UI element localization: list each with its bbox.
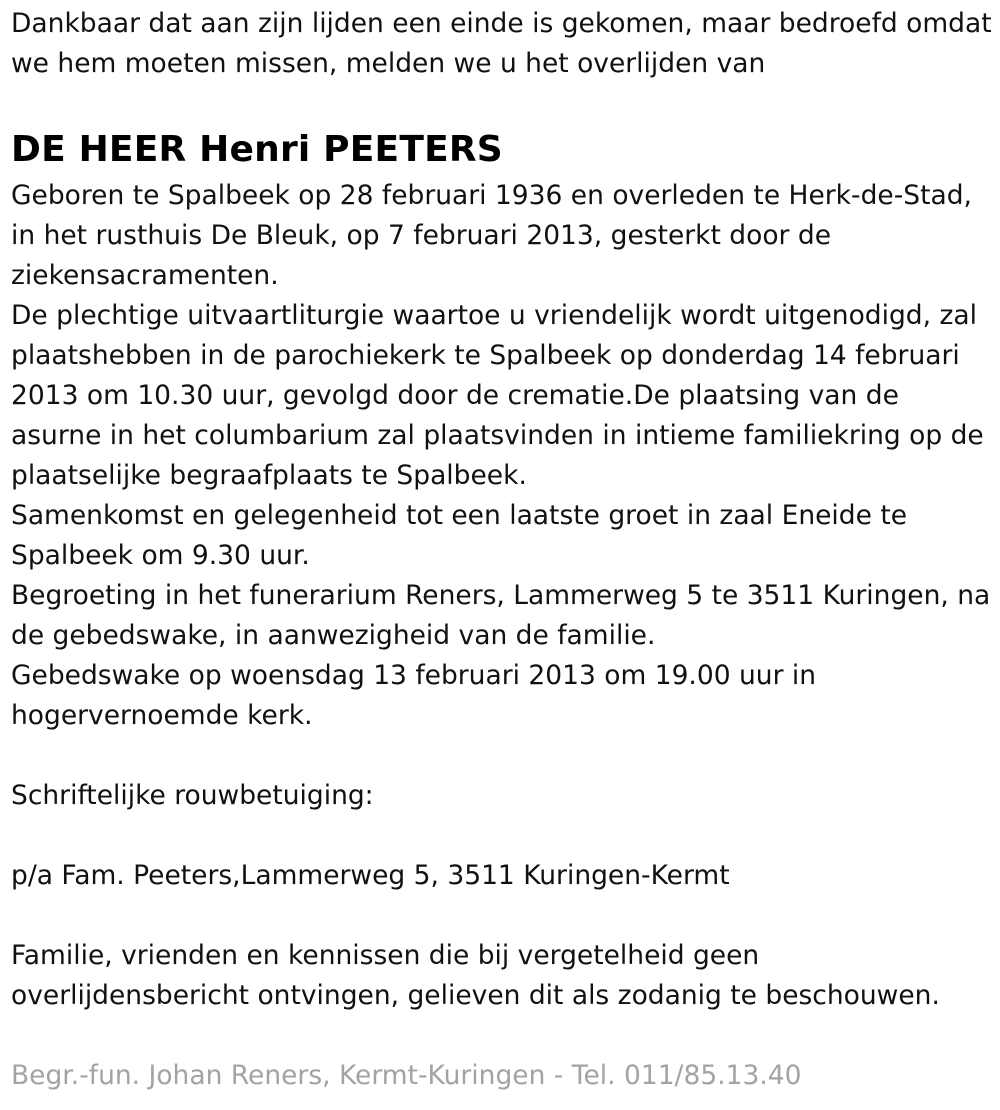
spacer xyxy=(11,816,995,856)
intro-text: Dankbaar dat aan zijn lijden een einde is gekomen, maar bedroefd omdat we hem moeten missen, melden we u het overlijden van xyxy=(11,8,992,79)
spacer xyxy=(11,896,995,936)
funeral-paragraph: De plechtige uitvaartliturgie waartoe u vriendelijk wordt uitgenodigd, zal plaatshebben in de parochiekerk te Spalbeek op donderdag 14 februari 2013 om 10.30 uur, gevolgd door de crematie.De plaatsing van de asurne in het columbarium zal plaatsvinden in intieme familiekring op de plaatselijke begraafplaats te Spalbeek. xyxy=(11,300,984,491)
visitation-paragraph: Begroeting in het funerarium Reners, Lammerweg 5 te 3511 Kuringen, na de gebedswake, in aanwezigheid van de familie. xyxy=(11,580,991,651)
obituary-notice xyxy=(11,4,995,1096)
deceased-name: DE HEER Henri PEETERS xyxy=(11,129,503,170)
spacer xyxy=(11,736,995,776)
gathering-paragraph: Samenkomst en gelegenheid tot een laatste groet in zaal Eneide te Spalbeek om 9.30 uur. xyxy=(11,500,908,571)
vigil-paragraph: Gebedswake op woensdag 13 februari 2013 om 19.00 uur in hogervernoemde kerk. xyxy=(11,660,817,731)
family-address: p/a Fam. Peeters,Lammerweg 5, 3511 Kuringen-Kermt xyxy=(11,860,730,891)
condolence-label: Schriftelijke rouwbetuiging: xyxy=(11,780,374,811)
birth-death-paragraph: Geboren te Spalbeek op 28 februari 1936 en overleden te Herk-de-Stad, in het rusthuis De Bleuk, op 7 februari 2013, gesterkt door de ziekensacramenten. xyxy=(11,180,972,291)
funeral-home-footer: Begr.-fun. Johan Reners, Kermt-Kuringen - Tel. 011/85.13.40 xyxy=(11,1060,802,1091)
spacer xyxy=(11,1016,995,1056)
closing-paragraph: Familie, vrienden en kennissen die bij vergetelheid geen overlijdensbericht ontvingen, gelieven dit als zodanig te beschouwen. xyxy=(11,940,940,1011)
